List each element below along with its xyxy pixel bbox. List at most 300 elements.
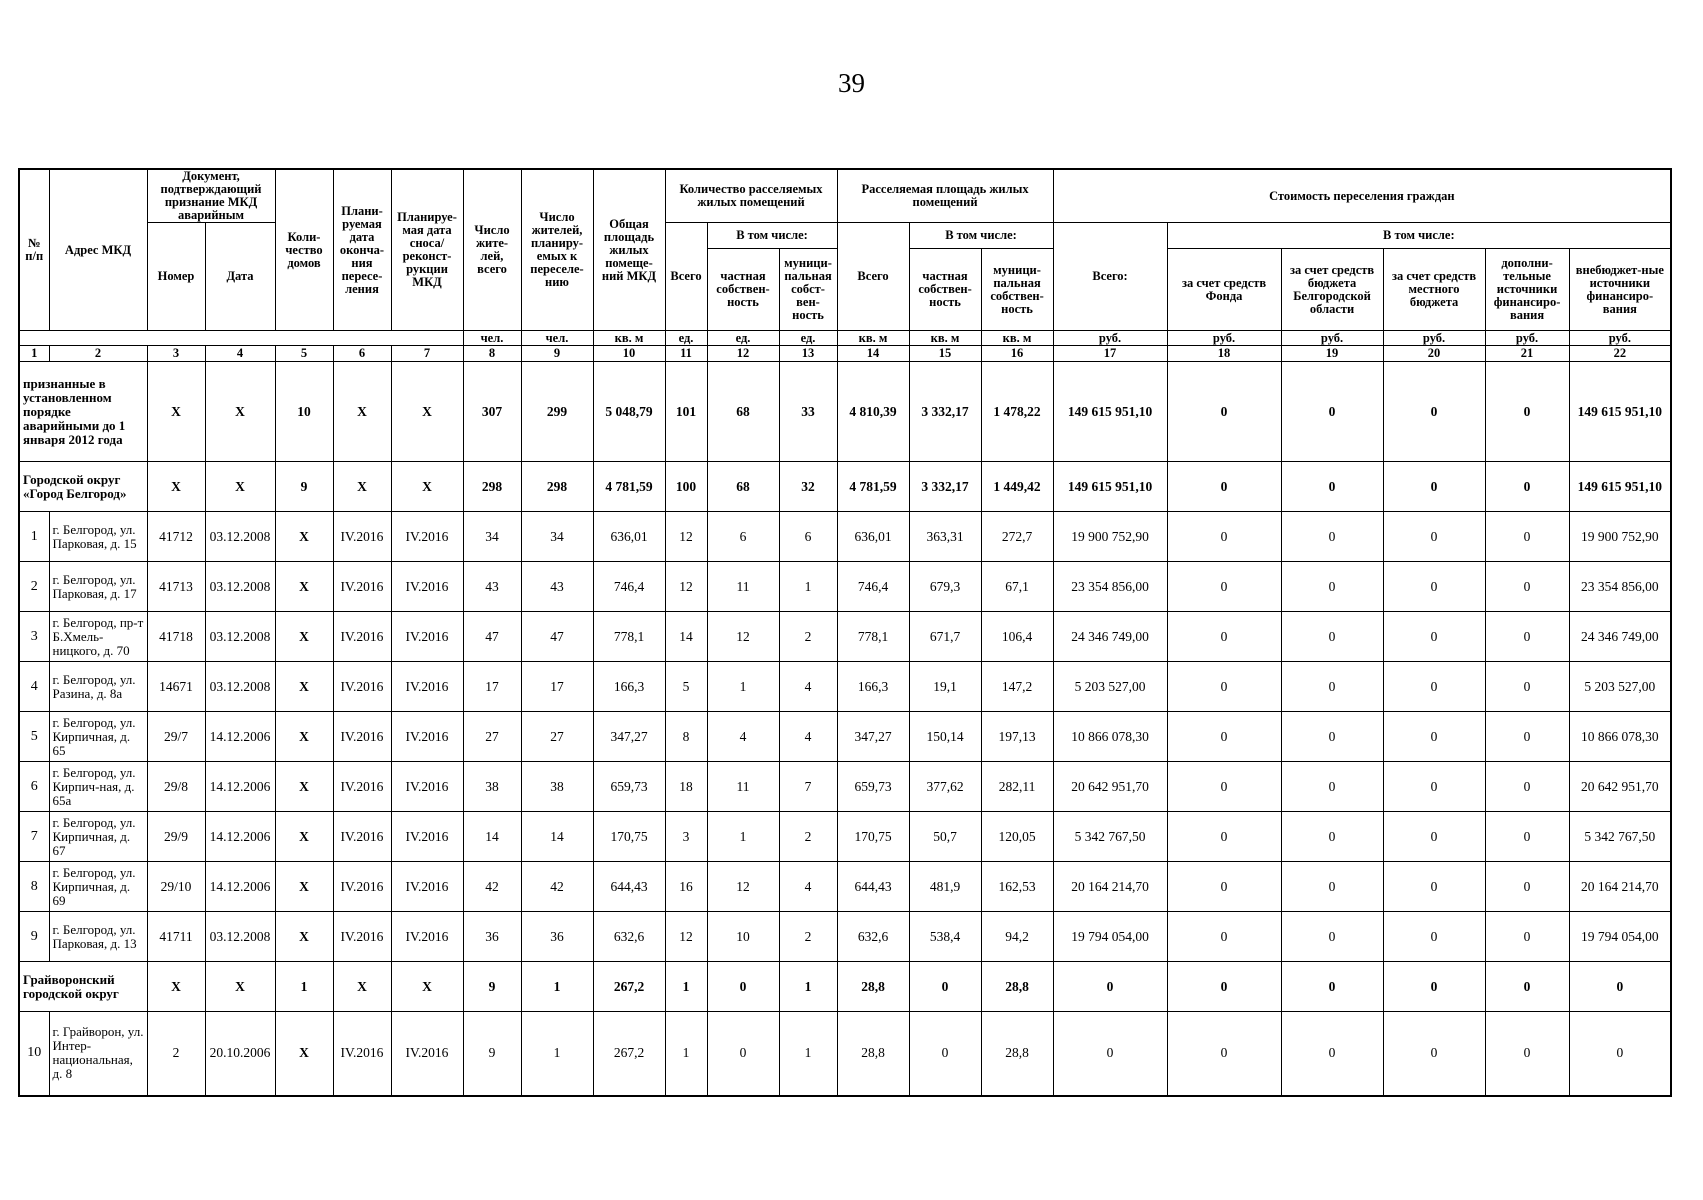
group-cell: 0: [1485, 962, 1569, 1012]
row-cell: 746,4: [837, 562, 909, 612]
row-cell: 14: [665, 612, 707, 662]
column-number-cell: 12: [707, 346, 779, 362]
row-address: г. Белгород, ул. Парковая, д. 15: [49, 512, 147, 562]
group-cell: X: [333, 362, 391, 462]
row-cell: X: [275, 562, 333, 612]
row-cell: 1: [707, 812, 779, 862]
row-cell: IV.2016: [333, 912, 391, 962]
row-cell: 0: [1485, 812, 1569, 862]
row-cell: IV.2016: [333, 712, 391, 762]
row-cell: 50,7: [909, 812, 981, 862]
header-area-private: частная собствен-ность: [909, 249, 981, 331]
row-cell: 0: [1167, 762, 1281, 812]
row-cell: 19 900 752,90: [1053, 512, 1167, 562]
row-cell: 7: [779, 762, 837, 812]
column-numbers-row: [19, 346, 1671, 362]
row-cell: 0: [1167, 512, 1281, 562]
row-cell: X: [275, 712, 333, 762]
row-cell: 0: [1167, 712, 1281, 762]
unit-cell: ед.: [707, 331, 779, 346]
column-number-cell: 3: [147, 346, 205, 362]
header-cost-incl: В том числе:: [1167, 223, 1671, 249]
group-cell: 0: [1383, 962, 1485, 1012]
group-cell: 299: [521, 362, 593, 462]
row-cell: 11: [707, 562, 779, 612]
row-cell: 42: [463, 862, 521, 912]
table-row: [19, 562, 1671, 612]
row-cell: 0: [1485, 562, 1569, 612]
group-cell: 68: [707, 362, 779, 462]
row-cell: 03.12.2008: [205, 512, 275, 562]
row-number: 4: [19, 662, 49, 712]
row-cell: 20 642 951,70: [1053, 762, 1167, 812]
row-number: 9: [19, 912, 49, 962]
header-regional: за счет средств бюджета Белгородской области: [1281, 249, 1383, 331]
header-planned-end: Плани-руемая дата оконча-ния пересе-ления: [333, 169, 391, 331]
row-cell: IV.2016: [391, 712, 463, 762]
row-cell: 0: [1485, 662, 1569, 712]
row-cell: 6: [779, 512, 837, 562]
group-row: [19, 962, 1671, 1012]
row-cell: 19 794 054,00: [1053, 912, 1167, 962]
row-cell: 14.12.2006: [205, 812, 275, 862]
row-cell: 14.12.2006: [205, 762, 275, 812]
row-cell: 43: [463, 562, 521, 612]
row-cell: IV.2016: [391, 512, 463, 562]
group-cell: 0: [707, 962, 779, 1012]
header-cost-total: Всего:: [1053, 223, 1167, 331]
header-houses: Коли-чество домов: [275, 169, 333, 331]
header-num: № п/п: [19, 169, 49, 331]
row-cell: 267,2: [593, 1012, 665, 1096]
row-cell: 47: [521, 612, 593, 662]
row-cell: 0: [1053, 1012, 1167, 1096]
header-total-area: Общая площадь жилых помеще-ний МКД: [593, 169, 665, 331]
row-cell: IV.2016: [391, 912, 463, 962]
group-cell: 0: [1569, 962, 1671, 1012]
column-number-cell: 10: [593, 346, 665, 362]
unit-cell: руб.: [1569, 331, 1671, 346]
header-residents-planned: Число жителей, планиру-емых к переселе-нию: [521, 169, 593, 331]
unit-cell: ед.: [779, 331, 837, 346]
row-cell: 4: [779, 662, 837, 712]
group-cell: 4 810,39: [837, 362, 909, 462]
group-cell: 5 048,79: [593, 362, 665, 462]
row-cell: 0: [1281, 762, 1383, 812]
row-cell: 0: [1281, 812, 1383, 862]
row-cell: 29/10: [147, 862, 205, 912]
group-cell: 149 615 951,10: [1569, 462, 1671, 512]
row-cell: 29/9: [147, 812, 205, 862]
row-cell: 2: [147, 1012, 205, 1096]
group-cell: 0: [1167, 362, 1281, 462]
row-cell: 0: [1167, 612, 1281, 662]
row-cell: 778,1: [593, 612, 665, 662]
row-cell: 9: [463, 1012, 521, 1096]
group-cell: 68: [707, 462, 779, 512]
row-cell: 43: [521, 562, 593, 612]
row-cell: IV.2016: [391, 1012, 463, 1096]
row-cell: 0: [1281, 612, 1383, 662]
group-cell: X: [391, 962, 463, 1012]
header-area-municipal: муници-пальная собствен-ность: [981, 249, 1053, 331]
header-residents-total: Число жите-лей, всего: [463, 169, 521, 331]
row-cell: 41713: [147, 562, 205, 612]
row-cell: 2: [779, 812, 837, 862]
table-row: [19, 762, 1671, 812]
group-cell: 3 332,17: [909, 462, 981, 512]
row-cell: 38: [521, 762, 593, 812]
group-cell: X: [147, 362, 205, 462]
group-cell: 298: [463, 462, 521, 512]
group-label: Грайворонский городской округ: [19, 962, 147, 1012]
row-cell: 47: [463, 612, 521, 662]
header-address: Адрес МКД: [49, 169, 147, 331]
column-number-cell: 4: [205, 346, 275, 362]
row-cell: 166,3: [837, 662, 909, 712]
row-cell: 106,4: [981, 612, 1053, 662]
row-cell: X: [275, 912, 333, 962]
column-number-cell: 1: [19, 346, 49, 362]
row-cell: 0: [1281, 512, 1383, 562]
row-cell: 0: [1383, 662, 1485, 712]
row-cell: 38: [463, 762, 521, 812]
column-number-cell: 22: [1569, 346, 1671, 362]
row-address: г. Белгород, ул. Кирпичная, д. 65: [49, 712, 147, 762]
row-cell: X: [275, 862, 333, 912]
row-cell: IV.2016: [391, 862, 463, 912]
header-rooms-municipal: муници-пальная собст-вен-ность: [779, 249, 837, 331]
row-cell: 1: [779, 562, 837, 612]
row-cell: 150,14: [909, 712, 981, 762]
row-cell: 0: [1383, 712, 1485, 762]
row-cell: 23 354 856,00: [1569, 562, 1671, 612]
row-cell: 377,62: [909, 762, 981, 812]
row-cell: 0: [1281, 562, 1383, 612]
row-cell: 170,75: [593, 812, 665, 862]
row-cell: 5 203 527,00: [1053, 662, 1167, 712]
row-cell: 28,8: [837, 1012, 909, 1096]
row-cell: 34: [521, 512, 593, 562]
group-cell: 0: [1281, 462, 1383, 512]
row-cell: 0: [1281, 1012, 1383, 1096]
column-number-cell: 20: [1383, 346, 1485, 362]
group-cell: 9: [275, 462, 333, 512]
row-cell: 0: [1383, 862, 1485, 912]
row-cell: 67,1: [981, 562, 1053, 612]
table-row: [19, 662, 1671, 712]
row-number: 8: [19, 862, 49, 912]
row-cell: 0: [909, 1012, 981, 1096]
column-number-cell: 2: [49, 346, 147, 362]
row-cell: X: [275, 512, 333, 562]
group-cell: 28,8: [981, 962, 1053, 1012]
row-cell: 12: [665, 912, 707, 962]
header-area-total: Всего: [837, 223, 909, 331]
row-cell: 3: [665, 812, 707, 862]
row-cell: 0: [1383, 812, 1485, 862]
row-cell: IV.2016: [333, 562, 391, 612]
row-cell: IV.2016: [333, 662, 391, 712]
header-area-incl: В том числе:: [909, 223, 1053, 249]
column-number-cell: 8: [463, 346, 521, 362]
row-cell: 0: [1485, 862, 1569, 912]
row-cell: 347,27: [593, 712, 665, 762]
unit-cell: чел.: [521, 331, 593, 346]
table-row: [19, 862, 1671, 912]
column-number-cell: 11: [665, 346, 707, 362]
group-cell: 1 449,42: [981, 462, 1053, 512]
group-cell: X: [147, 462, 205, 512]
row-cell: 2: [779, 912, 837, 962]
row-cell: 147,2: [981, 662, 1053, 712]
row-cell: 10 866 078,30: [1569, 712, 1671, 762]
column-number-cell: 18: [1167, 346, 1281, 362]
row-cell: 14: [463, 812, 521, 862]
row-cell: 166,3: [593, 662, 665, 712]
row-cell: IV.2016: [391, 562, 463, 612]
row-cell: 6: [707, 512, 779, 562]
units-row: [19, 331, 1671, 346]
row-cell: 162,53: [981, 862, 1053, 912]
row-cell: 41712: [147, 512, 205, 562]
group-cell: X: [205, 962, 275, 1012]
column-number-cell: 13: [779, 346, 837, 362]
row-cell: 5 203 527,00: [1569, 662, 1671, 712]
group-cell: X: [205, 362, 275, 462]
group-cell: 0: [1167, 962, 1281, 1012]
row-cell: 644,43: [837, 862, 909, 912]
row-cell: 8: [665, 712, 707, 762]
group-label: признанные в установленном порядке аварийными до 1 января 2012 года: [19, 362, 147, 462]
unit-cell: кв. м: [909, 331, 981, 346]
row-cell: 632,6: [837, 912, 909, 962]
unit-cell: кв. м: [981, 331, 1053, 346]
row-cell: 0: [1167, 1012, 1281, 1096]
row-cell: 28,8: [981, 1012, 1053, 1096]
row-cell: 0: [1485, 612, 1569, 662]
row-address: г. Белгород, ул. Кирпич-ная, д. 65а: [49, 762, 147, 812]
row-address: г. Белгород, пр-т Б.Хмель-ницкого, д. 70: [49, 612, 147, 662]
row-cell: 0: [1167, 662, 1281, 712]
row-cell: 23 354 856,00: [1053, 562, 1167, 612]
unit-cell: кв. м: [837, 331, 909, 346]
row-cell: 12: [665, 512, 707, 562]
row-cell: 0: [1281, 862, 1383, 912]
table-body: [19, 362, 1671, 1096]
row-number: 7: [19, 812, 49, 862]
row-cell: 272,7: [981, 512, 1053, 562]
group-row: [19, 462, 1671, 512]
group-cell: X: [333, 462, 391, 512]
row-cell: 41718: [147, 612, 205, 662]
row-cell: 120,05: [981, 812, 1053, 862]
header-rooms-group: Количество расселяемых жилых помещений: [665, 169, 837, 223]
row-cell: 14: [521, 812, 593, 862]
group-cell: 101: [665, 362, 707, 462]
row-cell: 5 342 767,50: [1569, 812, 1671, 862]
row-cell: X: [275, 1012, 333, 1096]
row-address: г. Белгород, ул. Кирпичная, д. 69: [49, 862, 147, 912]
row-cell: 4: [707, 712, 779, 762]
unit-cell: чел.: [463, 331, 521, 346]
group-cell: X: [391, 462, 463, 512]
row-cell: 03.12.2008: [205, 912, 275, 962]
row-cell: 363,31: [909, 512, 981, 562]
group-cell: 307: [463, 362, 521, 462]
resettlement-table: [18, 168, 1672, 1097]
row-cell: 0: [1485, 762, 1569, 812]
row-cell: 1: [521, 1012, 593, 1096]
row-cell: 14671: [147, 662, 205, 712]
row-cell: IV.2016: [333, 1012, 391, 1096]
row-cell: 12: [707, 612, 779, 662]
row-cell: 03.12.2008: [205, 662, 275, 712]
row-cell: 17: [463, 662, 521, 712]
row-cell: 636,01: [593, 512, 665, 562]
group-cell: 1: [275, 962, 333, 1012]
row-cell: 671,7: [909, 612, 981, 662]
header-additional: дополни-тельные источники финансиро-вания: [1485, 249, 1569, 331]
row-cell: 20 164 214,70: [1053, 862, 1167, 912]
row-cell: 27: [463, 712, 521, 762]
unit-cell: ед.: [665, 331, 707, 346]
row-cell: 644,43: [593, 862, 665, 912]
row-cell: 679,3: [909, 562, 981, 612]
row-cell: 42: [521, 862, 593, 912]
table-row: [19, 512, 1671, 562]
row-cell: IV.2016: [333, 812, 391, 862]
group-cell: 0: [1281, 962, 1383, 1012]
group-cell: 149 615 951,10: [1053, 362, 1167, 462]
row-cell: 0: [1383, 512, 1485, 562]
row-cell: 778,1: [837, 612, 909, 662]
row-cell: 197,13: [981, 712, 1053, 762]
row-cell: 0: [707, 1012, 779, 1096]
row-cell: 14.12.2006: [205, 712, 275, 762]
row-cell: 170,75: [837, 812, 909, 862]
group-cell: X: [333, 962, 391, 1012]
group-cell: 0: [1383, 462, 1485, 512]
row-cell: 19,1: [909, 662, 981, 712]
row-number: 5: [19, 712, 49, 762]
unit-cell: кв. м: [593, 331, 665, 346]
row-cell: 41711: [147, 912, 205, 962]
row-cell: 0: [1485, 712, 1569, 762]
row-cell: 36: [521, 912, 593, 962]
group-cell: 0: [1383, 362, 1485, 462]
row-cell: 0: [1167, 862, 1281, 912]
table-row: [19, 612, 1671, 662]
row-cell: 746,4: [593, 562, 665, 612]
row-cell: 0: [1281, 712, 1383, 762]
row-address: г. Белгород, ул. Парковая, д. 13: [49, 912, 147, 962]
group-cell: 100: [665, 462, 707, 512]
row-number: 3: [19, 612, 49, 662]
group-cell: X: [205, 462, 275, 512]
row-cell: X: [275, 612, 333, 662]
page-number: 39: [838, 68, 865, 98]
row-cell: 481,9: [909, 862, 981, 912]
row-cell: 20.10.2006: [205, 1012, 275, 1096]
row-cell: 36: [463, 912, 521, 962]
row-cell: 0: [1383, 1012, 1485, 1096]
units-spacer: [19, 331, 463, 346]
group-label: Городской округ «Город Белгород»: [19, 462, 147, 512]
row-cell: 16: [665, 862, 707, 912]
row-cell: 0: [1485, 512, 1569, 562]
group-cell: 10: [275, 362, 333, 462]
table-row: [19, 1012, 1671, 1096]
row-cell: 4: [779, 862, 837, 912]
row-cell: 659,73: [593, 762, 665, 812]
unit-cell: руб.: [1167, 331, 1281, 346]
row-cell: 24 346 749,00: [1053, 612, 1167, 662]
row-cell: 12: [665, 562, 707, 612]
row-cell: 34: [463, 512, 521, 562]
row-address: г. Белгород, ул. Парковая, д. 17: [49, 562, 147, 612]
column-number-cell: 7: [391, 346, 463, 362]
row-cell: 19 794 054,00: [1569, 912, 1671, 962]
row-cell: 29/8: [147, 762, 205, 812]
row-cell: 632,6: [593, 912, 665, 962]
row-cell: 0: [1383, 912, 1485, 962]
row-cell: 94,2: [981, 912, 1053, 962]
row-cell: 14.12.2006: [205, 862, 275, 912]
row-cell: 27: [521, 712, 593, 762]
header-fund: за счет средств Фонда: [1167, 249, 1281, 331]
row-cell: 0: [1569, 1012, 1671, 1096]
group-cell: 1: [665, 962, 707, 1012]
group-cell: 9: [463, 962, 521, 1012]
table-row: [19, 812, 1671, 862]
row-cell: 0: [1281, 912, 1383, 962]
row-number: 6: [19, 762, 49, 812]
unit-cell: руб.: [1053, 331, 1167, 346]
group-cell: 3 332,17: [909, 362, 981, 462]
group-cell: 4 781,59: [837, 462, 909, 512]
unit-cell: руб.: [1383, 331, 1485, 346]
group-cell: X: [147, 962, 205, 1012]
row-cell: 17: [521, 662, 593, 712]
row-cell: 347,27: [837, 712, 909, 762]
row-cell: 0: [1167, 562, 1281, 612]
column-number-cell: 16: [981, 346, 1053, 362]
group-cell: 1: [779, 962, 837, 1012]
group-cell: 0: [1053, 962, 1167, 1012]
row-cell: IV.2016: [333, 762, 391, 812]
row-cell: 10 866 078,30: [1053, 712, 1167, 762]
row-cell: 10: [707, 912, 779, 962]
row-cell: IV.2016: [333, 612, 391, 662]
group-cell: 149 615 951,10: [1053, 462, 1167, 512]
group-cell: 298: [521, 462, 593, 512]
row-cell: 18: [665, 762, 707, 812]
row-number: 10: [19, 1012, 49, 1096]
header-rooms-private: частная собствен-ность: [707, 249, 779, 331]
row-cell: IV.2016: [391, 662, 463, 712]
row-cell: 538,4: [909, 912, 981, 962]
header-planned-demolition: Планируе-мая дата сноса/ реконст-рукции МКД: [391, 169, 463, 331]
group-cell: 1: [521, 962, 593, 1012]
row-address: г. Белгород, ул. Разина, д. 8а: [49, 662, 147, 712]
row-cell: 5 342 767,50: [1053, 812, 1167, 862]
group-cell: 4 781,59: [593, 462, 665, 512]
column-number-cell: 21: [1485, 346, 1569, 362]
header-rooms-incl: В том числе:: [707, 223, 837, 249]
row-address: г. Грайворон, ул. Интер-национальная, д. 8: [49, 1012, 147, 1096]
row-number: 1: [19, 512, 49, 562]
